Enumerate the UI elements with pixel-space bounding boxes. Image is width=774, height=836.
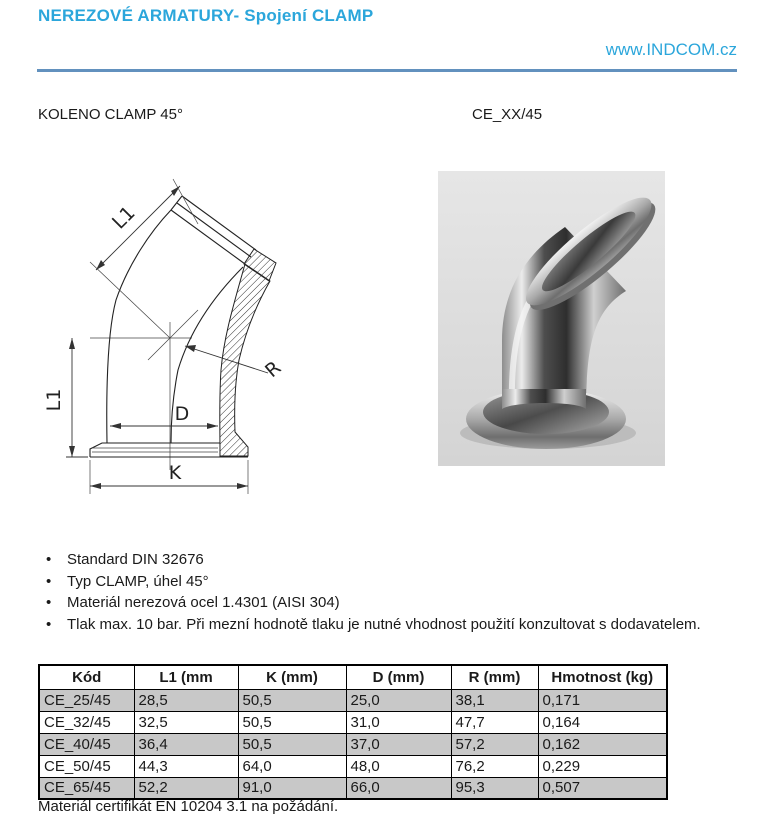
bullet-item	[40, 614, 750, 636]
col-header-kod: Kód	[39, 665, 134, 689]
cell-kod: CE_25/45	[39, 689, 134, 711]
cell-l1: 52,2	[134, 777, 238, 799]
table-row	[39, 711, 667, 733]
table-row	[39, 777, 667, 799]
bullet-text: Tlak max. 10 bar. Při mezní hodnotě tlaku je nutné vhodnost použití konzultovat s dodavatelem.	[67, 615, 701, 633]
dimension-label-r: R	[261, 356, 286, 383]
product-code: CE_XX/45	[472, 106, 543, 123]
col-header-d: D (mm)	[346, 665, 451, 689]
bullet-item	[40, 549, 750, 571]
bullet-text: Standard DIN 32676	[67, 551, 204, 568]
cell-k: 50,5	[238, 711, 346, 733]
centerline-angled	[148, 310, 198, 360]
cell-r: 38,1	[451, 689, 538, 711]
bullet-text: Materiál nerezová ocel 1.4301 (AISI 304)	[67, 594, 340, 611]
bullet-text: Typ CLAMP, úhel 45°	[67, 572, 209, 590]
table-row	[39, 733, 667, 755]
cell-l1: 36,4	[134, 733, 238, 755]
dimension-label-l1-side: L1	[43, 388, 65, 412]
table-header-row	[39, 665, 667, 689]
spec-bullet-list	[40, 549, 750, 635]
table-row	[39, 755, 667, 777]
cell-hmotnost: 0,507	[538, 777, 667, 799]
product-photo	[438, 171, 665, 466]
cell-hmotnost: 0,171	[538, 689, 667, 711]
bullet-item	[40, 571, 750, 593]
cell-l1: 44,3	[134, 755, 238, 777]
product-name: KOLENO CLAMP 45°	[38, 106, 183, 123]
cell-k: 50,5	[238, 689, 346, 711]
footer-note: Materiál certifikát EN 10204 3.1 na požádání.	[38, 798, 339, 815]
cell-l1: 28,5	[134, 689, 238, 711]
website-text: www.INDCOM.cz	[605, 40, 737, 59]
cell-r: 95,3	[451, 777, 538, 799]
cell-hmotnost: 0,164	[538, 711, 667, 733]
col-header-hmotnost: Hmotnost (kg)	[538, 665, 667, 689]
cell-k: 50,5	[238, 733, 346, 755]
technical-drawing	[30, 160, 370, 510]
cell-d: 37,0	[346, 733, 451, 755]
cell-d: 25,0	[346, 689, 451, 711]
dimension-label-k: K	[168, 462, 182, 484]
cell-d: 66,0	[346, 777, 451, 799]
cell-hmotnost: 0,229	[538, 755, 667, 777]
dimension-label-l1-top: L1	[107, 201, 140, 234]
cell-kod: CE_40/45	[39, 733, 134, 755]
cell-l1: 32,5	[134, 711, 238, 733]
outer-left-wall	[107, 210, 171, 443]
cell-hmotnost: 0,162	[538, 733, 667, 755]
cell-r: 57,2	[451, 733, 538, 755]
header-rule	[37, 69, 737, 72]
page-title: NEREZOVÉ ARMATURY- Spojení CLAMP	[38, 6, 374, 25]
dimensions-table	[38, 664, 668, 800]
col-header-k: K (mm)	[238, 665, 346, 689]
cell-r: 47,7	[451, 711, 538, 733]
cell-k: 91,0	[238, 777, 346, 799]
dimension-label-d: D	[174, 403, 190, 425]
cell-d: 31,0	[346, 711, 451, 733]
cell-k: 64,0	[238, 755, 346, 777]
col-header-l1: L1 (mm	[134, 665, 238, 689]
col-header-r: R (mm)	[451, 665, 538, 689]
table-row	[39, 689, 667, 711]
bullet-item	[40, 592, 750, 614]
cell-kod: CE_32/45	[39, 711, 134, 733]
cell-kod: CE_50/45	[39, 755, 134, 777]
cell-kod: CE_65/45	[39, 777, 134, 799]
cell-d: 48,0	[346, 755, 451, 777]
cell-r: 76,2	[451, 755, 538, 777]
